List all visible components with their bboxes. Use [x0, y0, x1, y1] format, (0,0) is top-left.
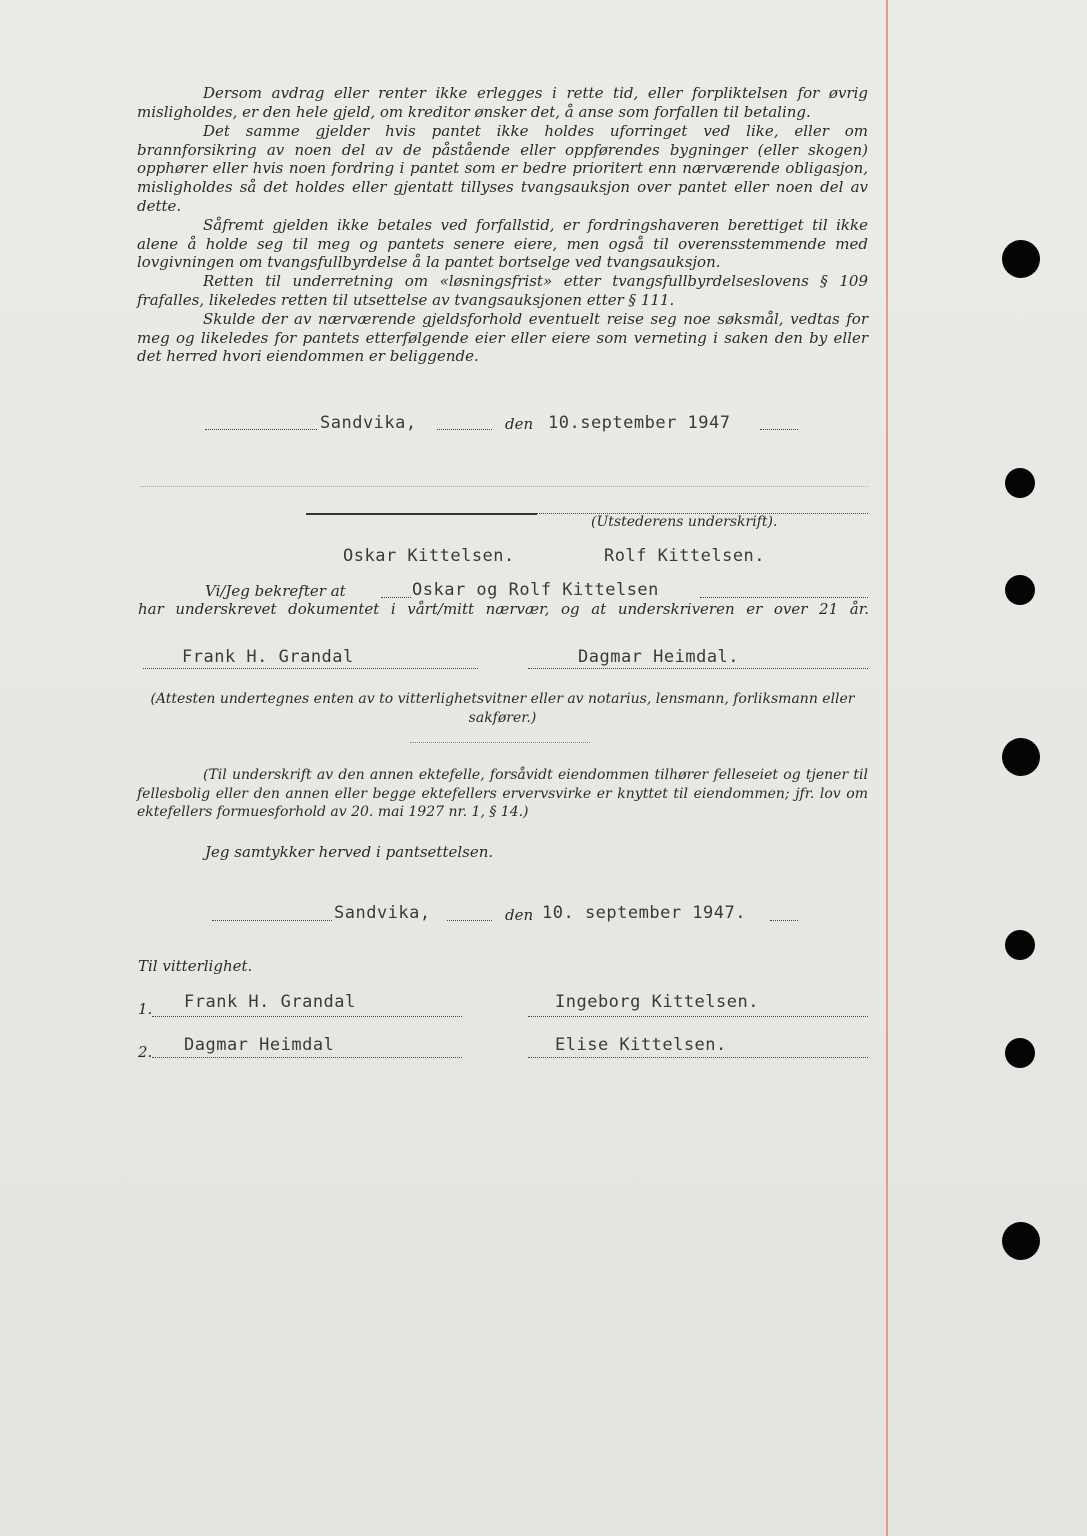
den-label-2: den: [505, 906, 534, 924]
punch-hole: [1002, 240, 1040, 278]
punch-hole: [1005, 468, 1035, 498]
dotted-line: [212, 920, 332, 921]
signature-label: (Utstederens underskrift).: [591, 514, 778, 530]
clause-default: Dersom avdrag eller renter ikke erlegges i rette tid, eller forpliktelsen for øvrig misligholdes, er den hele gjeld, om kreditor ønsker det, å anse som forfallen til betaling.: [137, 84, 868, 121]
witness-1-signature: Frank H. Grandal: [182, 647, 354, 667]
spouse-note: (Til underskrift av den annen ektefelle, forsåvidt eiendommen tilhører felleseiet og tjener til fellesbolig eller den annen eller begge ektefellers ervervsvirke er knyttet til eiendommen; jfr. lov om ektefellers formuesforhold av 20. mai 1927 nr. 1, § 14.): [137, 767, 868, 820]
clause-venue: Skulde der av nærværende gjeldsforhold eventuelt reise seg noe søksmål, vedtas for meg og likeledes for pantets etterfølgende eier eller eiere som verneting i saken den by eller det herred hvori eiendommen er beliggende.: [137, 310, 868, 366]
place-2: Sandvika,: [334, 903, 431, 923]
signer-2: Rolf Kittelsen.: [604, 546, 766, 566]
punch-hole: [1005, 930, 1035, 960]
punch-hole: [1002, 1222, 1040, 1260]
dotted-line: [700, 597, 868, 598]
witness-row-1-signer: Ingeborg Kittelsen.: [555, 992, 759, 1012]
den-label-1: den: [505, 415, 534, 433]
dotted-line: [381, 597, 411, 598]
dotted-line: [143, 668, 478, 669]
dotted-line: [410, 742, 590, 743]
attest-note: (Attesten undertegnes enten av to vitterlighetsvitner eller av notarius, lensmann, forliksmann eller sakfører.): [150, 691, 855, 726]
punch-hole: [1005, 575, 1035, 605]
witness-row-1-witness: Frank H. Grandal: [184, 992, 356, 1012]
confirmation-line-2: har underskrevet dokumentet i vårt/mitt nærvær, og at underskriveren er over 21 år.: [138, 600, 869, 618]
consent-text: Jeg samtykker herved i pantsettelsen.: [205, 843, 494, 861]
dotted-line: [140, 486, 868, 487]
date-1: 10.september 1947: [548, 413, 731, 433]
witness-2-signature: Dagmar Heimdal.: [578, 647, 740, 667]
witness-heading: Til vitterlighet.: [138, 957, 253, 975]
clause-insurance: Det samme gjelder hvis pantet ikke holdes uforringet ved like, eller om brannforsikring av noen del av de påstående eller oppførendes bygninger (eller skogen) opphører eller hvis noen fordring i pantet som er bedre prioritert enn nærværende obligasjon, misligholdes så det holdes eller gjentatt tillyses tvangsauksjon over pantet eller noen del av dette.: [137, 122, 868, 215]
signer-1: Oskar Kittelsen.: [343, 546, 515, 566]
confirmation-names: Oskar og Rolf Kittelsen: [412, 580, 659, 600]
witness-row-2-witness: Dagmar Heimdal: [184, 1035, 335, 1055]
dotted-line: [760, 429, 798, 430]
witness-row-2-number: 2.: [138, 1043, 153, 1061]
dotted-line: [437, 429, 492, 430]
punch-hole: [1005, 1038, 1035, 1068]
dotted-line: [528, 1016, 868, 1017]
clause-enforcement: Såfremt gjelden ikke betales ved forfallstid, er fordringshaveren berettiget til ikke alene å holde seg til meg og pantets senere eiere, men også til overensstemmende med lovgivningen om tvangsfullbyrdelse å la pantet bortselge ved tvangsauksjon.: [137, 216, 868, 272]
confirmation-prefix: Vi/Jeg bekrefter at: [205, 582, 346, 600]
dotted-line: [152, 1057, 462, 1058]
dotted-line: [528, 1057, 868, 1058]
place-1: Sandvika,: [320, 413, 417, 433]
witness-row-1-number: 1.: [138, 1000, 153, 1018]
signature-rule: [306, 513, 537, 515]
dotted-line: [447, 920, 492, 921]
date-2: 10. september 1947.: [542, 903, 746, 923]
witness-row-2-signer: Elise Kittelsen.: [555, 1035, 727, 1055]
dotted-line: [152, 1016, 462, 1017]
margin-rule: [886, 0, 888, 1536]
clause-notice: Retten til underretning om «løsningsfrist» etter tvangsfullbyrdelseslovens § 109 frafalles, likeledes retten til utsettelse av tvangsauksjonen etter § 111.: [137, 272, 868, 309]
dotted-line: [528, 668, 868, 669]
punch-hole: [1002, 738, 1040, 776]
dotted-line: [770, 920, 798, 921]
dotted-line: [205, 429, 317, 430]
